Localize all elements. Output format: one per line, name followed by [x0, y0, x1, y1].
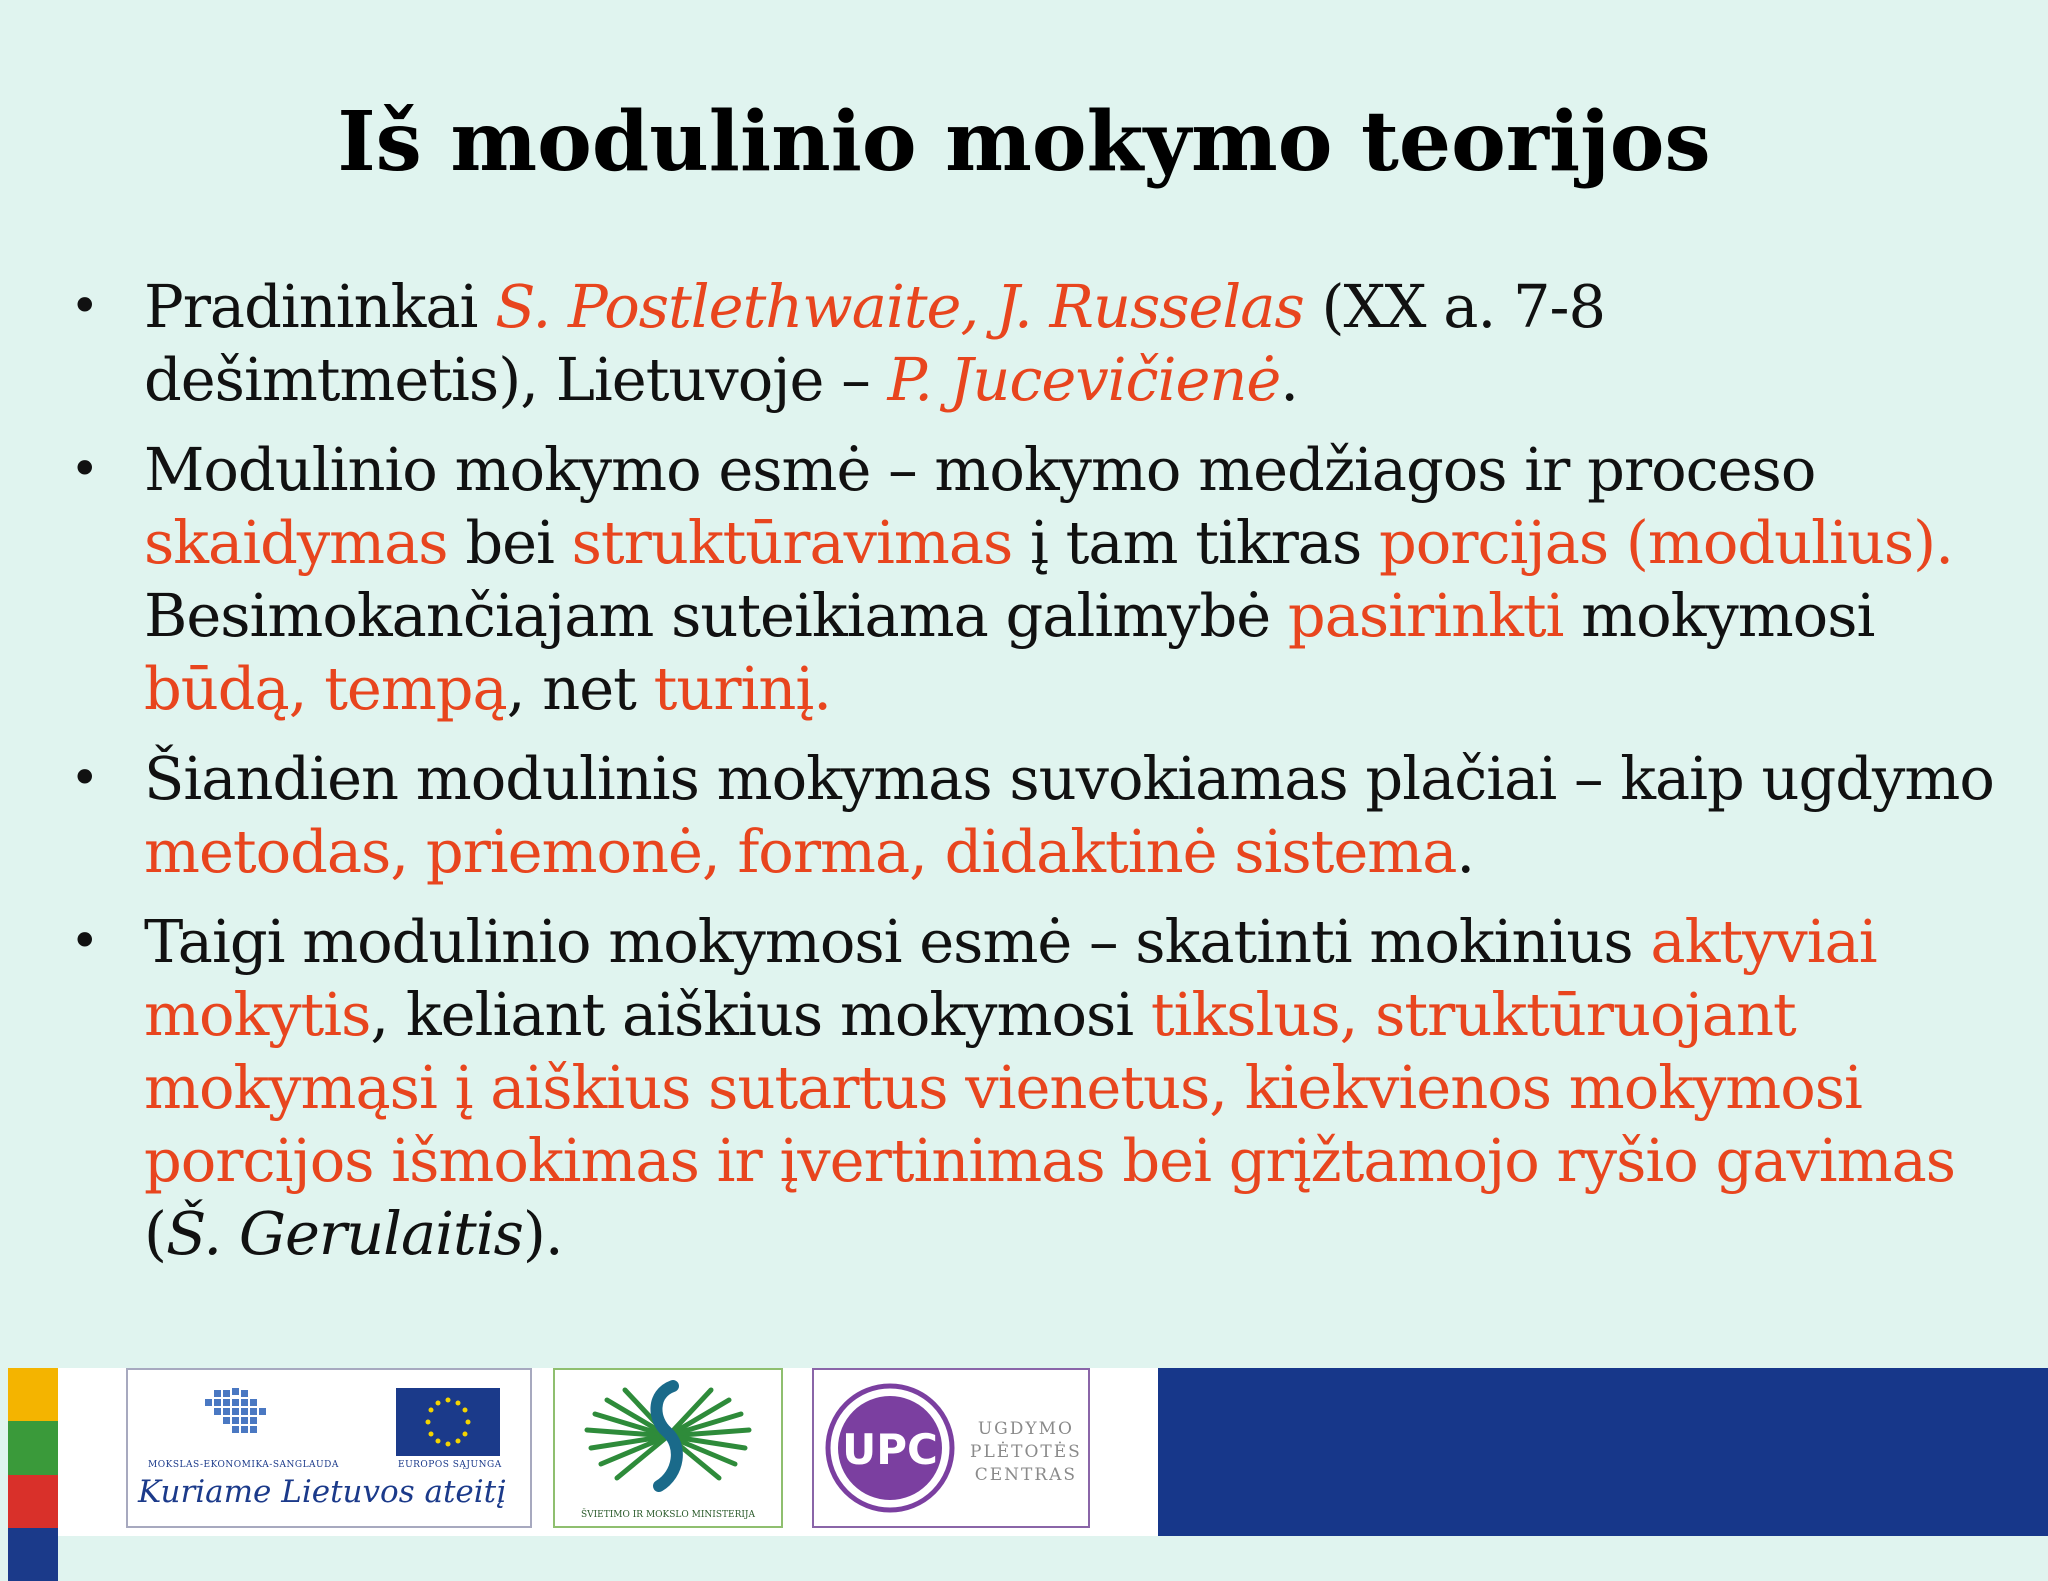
- eu-small-text: EUROPOS SĄJUNGA: [398, 1460, 502, 1470]
- bullet-fragment: būdą, tempą: [144, 654, 507, 723]
- esf-small-text: MOKSLAS-EKONOMIKA-SANGLAUDA: [148, 1460, 339, 1470]
- bullet-fragment: .: [1456, 817, 1475, 886]
- ministry-emblem-icon: [555, 1374, 781, 1504]
- bullet-fragment: bei: [447, 508, 572, 577]
- upc-line-3: CENTRAS: [974, 1465, 1078, 1485]
- upc-logo: [812, 1368, 1090, 1528]
- bullet-icon: •: [70, 749, 99, 807]
- bullet-text: [144, 435, 1953, 723]
- esf-slogan: Kuriame Lietuvos ateitį: [138, 1474, 507, 1510]
- svg-text:UPC: UPC: [842, 1425, 938, 1474]
- bullet-fragment: Modulinio mokymo esmė – mokymo medžiagos ir proceso: [144, 435, 1816, 504]
- upc-line-2: PLĖTOTĖS: [970, 1442, 1082, 1462]
- upc-emblem-icon: [824, 1380, 964, 1520]
- bullet-fragment: P. Jucevičienė: [887, 345, 1281, 414]
- bullet-list: [60, 270, 2010, 1287]
- bullet-fragment: Pradininkai: [144, 272, 496, 341]
- slide-title: Iš modulinio mokymo teorijos: [337, 94, 1711, 190]
- bullet-fragment: Besimokančiajam suteikiama galimybė: [144, 581, 1288, 650]
- bullet-fragment: , keliant aiškius mokymosi: [370, 980, 1151, 1049]
- bullet-item-2: [60, 433, 2010, 725]
- bullet-fragment: ).: [522, 1199, 563, 1268]
- bullet-fragment: Taigi modulinio mokymosi esmė – skatinti mokinius: [144, 907, 1651, 976]
- blue-band: [1158, 1368, 2048, 1536]
- bullet-fragment: porcijas (modulius).: [1379, 508, 1953, 577]
- lithuania-map-icon: [200, 1384, 280, 1454]
- bullet-item-1: [60, 270, 2010, 416]
- esf-logo: [126, 1368, 532, 1528]
- bullet-item-4: [60, 905, 2010, 1270]
- bullet-icon: •: [70, 912, 99, 970]
- bullet-fragment: .: [1280, 345, 1299, 414]
- bullet-text: [144, 272, 1605, 414]
- bullet-icon: •: [70, 277, 99, 335]
- bullet-fragment: struktūravimas: [571, 508, 1013, 577]
- bullet-fragment: turinį.: [653, 654, 832, 723]
- bullet-fragment: pasirinkti: [1287, 581, 1564, 650]
- bullet-fragment: skaidymas: [144, 508, 448, 577]
- bullet-fragment: aktyviai mokytis: [144, 907, 1877, 1049]
- upc-text: [970, 1418, 1082, 1487]
- lithuanian-flag-icon: [8, 1368, 58, 1528]
- bullet-fragment: (: [144, 1199, 167, 1268]
- eu-flag-icon: [396, 1388, 500, 1456]
- bullet-item-3: [60, 742, 2010, 888]
- bullet-text: [144, 744, 1994, 886]
- bullet-fragment: (XX a. 7-8 dešimtmetis), Lietuvoje –: [144, 272, 1605, 414]
- footer-logos: [0, 1368, 2048, 1536]
- bullet-icon: •: [70, 440, 99, 498]
- bullet-fragment: , net: [506, 654, 654, 723]
- bullet-text: [144, 907, 1955, 1268]
- bullet-fragment: į tam tikras: [1012, 508, 1379, 577]
- bullet-fragment: tikslus, struktūruojant mokymąsi į aiškius sutartus vienetus, kiekvienos mokymosi porcijos išmokimas ir įvertinimas bei grįžtamojo ryšio gavimas: [144, 980, 1956, 1195]
- bullet-fragment: mokymosi: [1563, 581, 1875, 650]
- bullet-fragment: metodas, priemonė, forma, didaktinė sistema: [144, 817, 1457, 886]
- bullet-fragment: Š. Gerulaitis: [166, 1199, 523, 1268]
- upc-line-1: UGDYMO: [977, 1419, 1074, 1439]
- ministry-caption: ŠVIETIMO IR MOKSLO MINISTERIJA: [580, 1510, 756, 1520]
- bullet-fragment: Šiandien modulinis mokymas suvokiamas plačiai – kaip ugdymo: [144, 744, 1994, 813]
- bullet-fragment: S. Postlethwaite, J. Russelas: [495, 272, 1304, 341]
- ministry-logo: [553, 1368, 783, 1528]
